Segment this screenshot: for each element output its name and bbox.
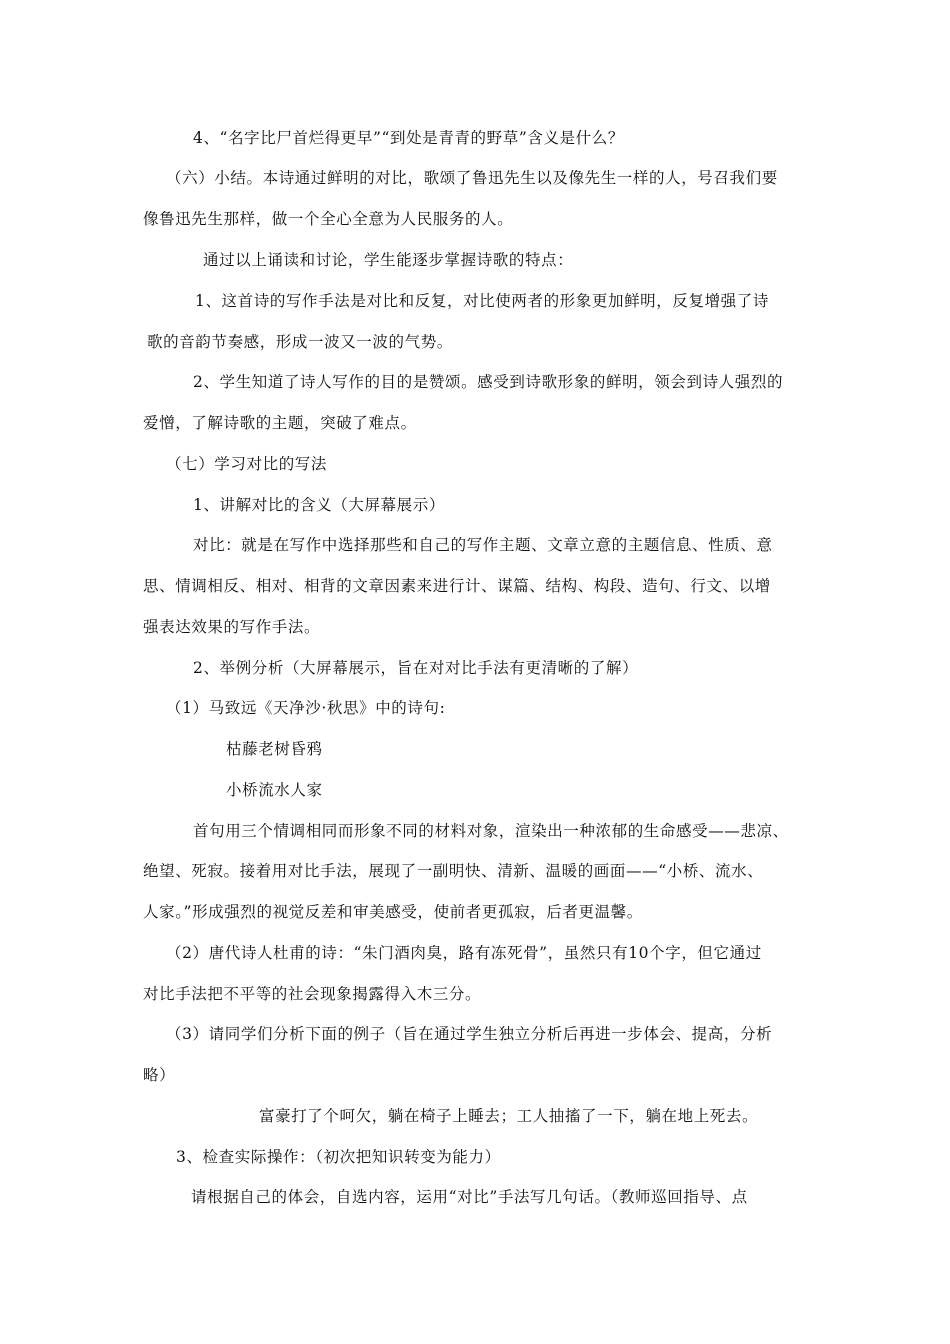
section-heading: （七）学习对比的写法 [166,455,328,473]
text-line: （六）小结。本诗通过鲜明的对比，歌颂了鲁迅先生以及像先生一样的人，号召我们要 [166,169,778,187]
text-line: 3、检查实际操作：（初次把知识转变为能力） [176,1148,501,1166]
text-line: 通过以上诵读和讨论，学生能逐步掌握诗歌的特点： [203,251,574,269]
text-line: 请根据自己的体会，自选内容，运用“对比”手法写几句话。（教师巡回指导、点 [191,1188,748,1206]
text-line: 爱憎，了解诗歌的主题，突破了难点。 [143,414,417,432]
text-line: 绝望、死寂。接着用对比手法，展现了一副明快、清新、温暖的画面——“小桥、流水、 [143,862,764,880]
poem-line: 枯藤老树昏鸦 [226,740,323,758]
text-line: （2）唐代诗人杜甫的诗：“朱门酒肉臭，路有冻死骨”，虽然只有10个字，但它通过 [166,944,762,962]
text-line: 1、这首诗的写作手法是对比和反复，对比使两者的形象更加鲜明，反复增强了诗 [195,292,769,310]
text-line: 像鲁迅先生那样，做一个全心全意为人民服务的人。 [143,210,514,228]
text-line: 强表达效果的写作手法。 [143,618,321,636]
text-line: 首句用三个情调相同而形象不同的材料对象，渲染出一种浓郁的生命感受——悲凉、 [193,822,789,840]
text-line: 思、情调相反、相对、相背的文章因素来进行计、谋篇、结构、构段、造句、行文、以增 [143,577,771,595]
text-line: 1、讲解对比的含义（大屏幕展示） [193,496,445,514]
text-line: 2、举例分析（大屏幕展示，旨在对对比手法有更清晰的了解） [193,659,639,677]
text-line: 对比：就是在写作中选择那些和自己的写作主题、文章立意的主题信息、性质、意 [193,536,773,554]
text-line: 对比手法把不平等的社会现象揭露得入木三分。 [143,985,482,1003]
text-line: 4、“名字比尸首烂得更早”“到处是青青的野草”含义是什么？ [193,129,624,147]
text-line: （3）请同学们分析下面的例子（旨在通过学生独立分析后再进一步体会、提高，分析 [166,1025,773,1043]
text-line: 人家。”形成强烈的视觉反差和审美感受，使前者更孤寂，后者更温馨。 [143,903,643,921]
text-line: （1）马致远《天净沙·秋思》中的诗句: [166,699,446,717]
text-line: 2、学生知道了诗人写作的目的是赞颂。感受到诗歌形象的鲜明，领会到诗人强烈的 [193,373,784,391]
example-sentence: 富豪打了个呵欠，躺在椅子上睡去；工人抽搐了一下，躺在地上死去。 [259,1107,759,1125]
poem-line: 小桥流水人家 [226,781,323,799]
text-line: 略） [143,1066,176,1084]
text-line: 歌的音韵节奏感，形成一波又一波的气势。 [147,333,453,351]
